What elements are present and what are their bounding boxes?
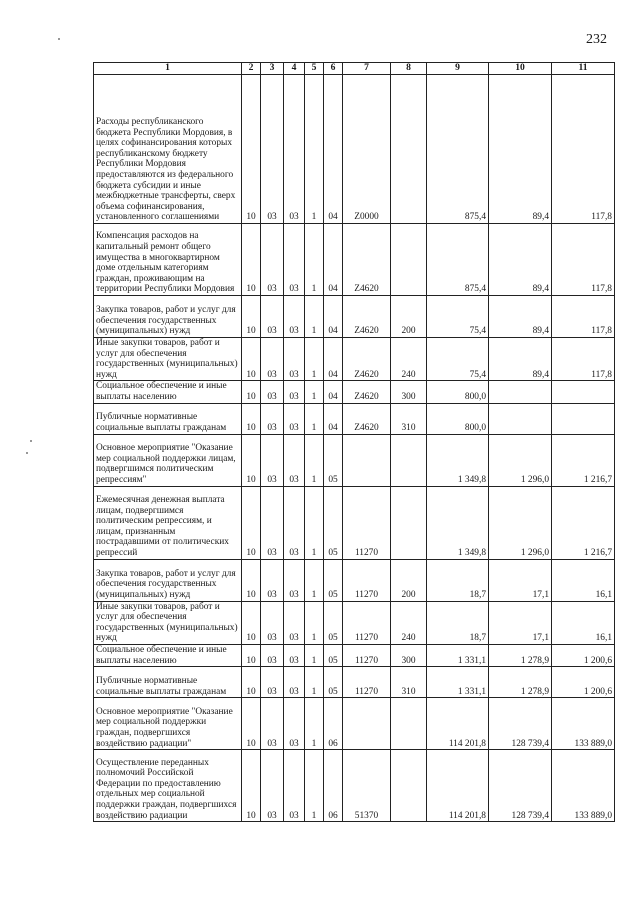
row-c6-cell: 05	[324, 644, 343, 666]
row-c10-cell: 1 278,9	[489, 667, 552, 698]
row-c6-cell: 06	[324, 750, 343, 822]
row-c4-cell: 03	[284, 75, 305, 224]
row-name-cell: Основное мероприятие "Оказание мер социальной поддержки граждан, подвергшихся воздействию радиации"	[94, 698, 242, 750]
table-row	[94, 644, 615, 666]
column-header: 2	[242, 63, 261, 75]
table-row	[94, 338, 615, 381]
row-c3-cell: 03	[261, 486, 284, 559]
row-c3-cell: 03	[261, 434, 284, 486]
row-c4-cell: 03	[284, 644, 305, 666]
table-row	[94, 486, 615, 559]
row-c7-cell: 11270	[343, 486, 391, 559]
row-c2-cell: 10	[242, 667, 261, 698]
row-c11-cell: 117,8	[552, 75, 615, 224]
row-c10-cell	[489, 381, 552, 403]
row-c8-cell: 240	[391, 601, 427, 644]
row-c5-cell: 1	[305, 296, 324, 338]
table-row	[94, 224, 615, 296]
row-c4-cell: 03	[284, 434, 305, 486]
row-c3-cell: 03	[261, 698, 284, 750]
row-name-cell: Публичные нормативные социальные выплаты гражданам	[94, 667, 242, 698]
row-c7-cell: Z4620	[343, 381, 391, 403]
row-c2-cell: 10	[242, 644, 261, 666]
row-c9-cell: 75,4	[427, 338, 489, 381]
row-c5-cell: 1	[305, 750, 324, 822]
row-name-cell: Иные закупки товаров, работ и услуг для обеспечения государственных (муниципальных) нужд	[94, 338, 242, 381]
table-row	[94, 750, 615, 822]
table-row	[94, 381, 615, 403]
row-c10-cell: 17,1	[489, 559, 552, 601]
scan-speck	[30, 440, 32, 442]
row-c3-cell: 03	[261, 403, 284, 434]
row-c10-cell: 1 278,9	[489, 644, 552, 666]
row-c9-cell: 1 331,1	[427, 667, 489, 698]
row-c3-cell: 03	[261, 75, 284, 224]
column-header: 7	[343, 63, 391, 75]
row-c3-cell: 03	[261, 559, 284, 601]
row-name-cell: Социальное обеспечение и иные выплаты населению	[94, 381, 242, 403]
row-c9-cell: 1 349,8	[427, 486, 489, 559]
column-header: 5	[305, 63, 324, 75]
row-c10-cell: 1 296,0	[489, 434, 552, 486]
row-c7-cell: Z4620	[343, 338, 391, 381]
row-c7-cell: 11270	[343, 601, 391, 644]
row-c7-cell: 11270	[343, 559, 391, 601]
row-c6-cell: 06	[324, 698, 343, 750]
column-header: 1	[94, 63, 242, 75]
row-c9-cell: 800,0	[427, 403, 489, 434]
row-c2-cell: 10	[242, 601, 261, 644]
row-c6-cell: 04	[324, 403, 343, 434]
row-c4-cell: 03	[284, 667, 305, 698]
row-c9-cell: 75,4	[427, 296, 489, 338]
row-c5-cell: 1	[305, 75, 324, 224]
row-c5-cell: 1	[305, 486, 324, 559]
row-name-cell: Публичные нормативные социальные выплаты гражданам	[94, 403, 242, 434]
row-c8-cell	[391, 434, 427, 486]
row-c2-cell: 10	[242, 750, 261, 822]
row-c4-cell: 03	[284, 403, 305, 434]
row-c6-cell: 04	[324, 224, 343, 296]
row-c10-cell: 89,4	[489, 338, 552, 381]
row-c9-cell: 875,4	[427, 224, 489, 296]
column-header: 11	[552, 63, 615, 75]
column-header: 8	[391, 63, 427, 75]
row-c8-cell: 200	[391, 559, 427, 601]
row-c11-cell	[552, 403, 615, 434]
row-c11-cell: 1 216,7	[552, 434, 615, 486]
row-c6-cell: 05	[324, 434, 343, 486]
row-c7-cell: Z4620	[343, 224, 391, 296]
row-c8-cell: 310	[391, 403, 427, 434]
row-c2-cell: 10	[242, 434, 261, 486]
row-c5-cell: 1	[305, 403, 324, 434]
row-c2-cell: 10	[242, 559, 261, 601]
row-c11-cell: 16,1	[552, 559, 615, 601]
row-c11-cell: 16,1	[552, 601, 615, 644]
row-c3-cell: 03	[261, 296, 284, 338]
row-c8-cell	[391, 224, 427, 296]
row-c2-cell: 10	[242, 75, 261, 224]
row-c11-cell: 117,8	[552, 224, 615, 296]
table-header-row	[94, 63, 615, 75]
row-c2-cell: 10	[242, 338, 261, 381]
row-c5-cell: 1	[305, 434, 324, 486]
row-name-cell: Иные закупки товаров, работ и услуг для обеспечения государственных (муниципальных) нужд	[94, 601, 242, 644]
row-c3-cell: 03	[261, 601, 284, 644]
row-c9-cell: 114 201,8	[427, 698, 489, 750]
row-c6-cell: 04	[324, 338, 343, 381]
row-c9-cell: 800,0	[427, 381, 489, 403]
scan-speck	[58, 38, 60, 40]
budget-table	[93, 62, 615, 822]
row-c5-cell: 1	[305, 667, 324, 698]
column-header: 10	[489, 63, 552, 75]
row-c5-cell: 1	[305, 601, 324, 644]
row-c11-cell: 133 889,0	[552, 698, 615, 750]
row-c11-cell	[552, 381, 615, 403]
scan-speck	[26, 452, 28, 454]
row-c2-cell: 10	[242, 296, 261, 338]
table-row	[94, 296, 615, 338]
row-c4-cell: 03	[284, 296, 305, 338]
row-c2-cell: 10	[242, 381, 261, 403]
row-c10-cell: 89,4	[489, 296, 552, 338]
row-c8-cell: 200	[391, 296, 427, 338]
row-c6-cell: 05	[324, 667, 343, 698]
table-row	[94, 75, 615, 224]
table-row	[94, 667, 615, 698]
table-row	[94, 601, 615, 644]
row-c3-cell: 03	[261, 381, 284, 403]
row-c10-cell: 128 739,4	[489, 698, 552, 750]
column-header: 3	[261, 63, 284, 75]
row-name-cell: Социальное обеспечение и иные выплаты населению	[94, 644, 242, 666]
row-c10-cell: 1 296,0	[489, 486, 552, 559]
row-c6-cell: 05	[324, 601, 343, 644]
row-c5-cell: 1	[305, 338, 324, 381]
row-c7-cell: Z4620	[343, 403, 391, 434]
row-c11-cell: 133 889,0	[552, 750, 615, 822]
row-c4-cell: 03	[284, 381, 305, 403]
row-c5-cell: 1	[305, 224, 324, 296]
row-c7-cell	[343, 698, 391, 750]
row-c5-cell: 1	[305, 698, 324, 750]
row-name-cell: Основное мероприятие "Оказание мер социальной поддержки лицам, подвергшимся политическим репрессиям"	[94, 434, 242, 486]
row-c7-cell: 11270	[343, 667, 391, 698]
row-c4-cell: 03	[284, 224, 305, 296]
row-c7-cell: 11270	[343, 644, 391, 666]
row-c3-cell: 03	[261, 667, 284, 698]
row-c7-cell: Z4620	[343, 296, 391, 338]
row-c4-cell: 03	[284, 698, 305, 750]
row-c8-cell: 240	[391, 338, 427, 381]
row-c10-cell: 89,4	[489, 224, 552, 296]
row-name-cell: Ежемесячная денежная выплата лицам, подвергшимся политическим репрессиям, и лицам, признанным пострадавшими от политических репрессий	[94, 486, 242, 559]
row-c10-cell: 128 739,4	[489, 750, 552, 822]
column-header: 9	[427, 63, 489, 75]
row-c3-cell: 03	[261, 750, 284, 822]
row-name-cell: Закупка товаров, работ и услуг для обеспечения государственных (муниципальных) нужд	[94, 559, 242, 601]
row-c8-cell	[391, 75, 427, 224]
row-c5-cell: 1	[305, 644, 324, 666]
row-name-cell: Расходы республиканского бюджета Республики Мордовия, в целях софинансирования которых республиканскому бюджету Республики Мордовия предоставляются из федерального бюджета субсидии и иные межбюджетные трансферты, сверх объема софинансирования, установленного соглашениями	[94, 75, 242, 224]
row-c2-cell: 10	[242, 224, 261, 296]
row-c3-cell: 03	[261, 338, 284, 381]
row-c3-cell: 03	[261, 224, 284, 296]
row-c7-cell: 51370	[343, 750, 391, 822]
row-c3-cell: 03	[261, 644, 284, 666]
row-c10-cell	[489, 403, 552, 434]
row-c6-cell: 05	[324, 486, 343, 559]
row-c8-cell: 300	[391, 644, 427, 666]
row-c8-cell	[391, 486, 427, 559]
row-c6-cell: 04	[324, 75, 343, 224]
row-c11-cell: 1 200,6	[552, 644, 615, 666]
row-c4-cell: 03	[284, 750, 305, 822]
column-header: 6	[324, 63, 343, 75]
row-c4-cell: 03	[284, 559, 305, 601]
row-c11-cell: 1 200,6	[552, 667, 615, 698]
row-c7-cell	[343, 434, 391, 486]
row-c9-cell: 18,7	[427, 601, 489, 644]
row-c8-cell	[391, 698, 427, 750]
row-c6-cell: 04	[324, 296, 343, 338]
row-c9-cell: 18,7	[427, 559, 489, 601]
row-c9-cell: 875,4	[427, 75, 489, 224]
row-name-cell: Компенсация расходов на капитальный ремонт общего имущества в многоквартирном доме отдельным категориям граждан, проживающим на территории Республики Мордовия	[94, 224, 242, 296]
row-c11-cell: 1 216,7	[552, 486, 615, 559]
row-c10-cell: 89,4	[489, 75, 552, 224]
row-c11-cell: 117,8	[552, 338, 615, 381]
row-c4-cell: 03	[284, 601, 305, 644]
row-c8-cell	[391, 750, 427, 822]
table-row	[94, 698, 615, 750]
row-c5-cell: 1	[305, 559, 324, 601]
row-c9-cell: 114 201,8	[427, 750, 489, 822]
row-name-cell: Закупка товаров, работ и услуг для обеспечения государственных (муниципальных) нужд	[94, 296, 242, 338]
row-c8-cell: 300	[391, 381, 427, 403]
column-header: 4	[284, 63, 305, 75]
row-c6-cell: 04	[324, 381, 343, 403]
row-c6-cell: 05	[324, 559, 343, 601]
table-row	[94, 559, 615, 601]
table-row	[94, 434, 615, 486]
row-c9-cell: 1 331,1	[427, 644, 489, 666]
row-c10-cell: 17,1	[489, 601, 552, 644]
row-c2-cell: 10	[242, 403, 261, 434]
row-c4-cell: 03	[284, 338, 305, 381]
row-c9-cell: 1 349,8	[427, 434, 489, 486]
row-c4-cell: 03	[284, 486, 305, 559]
row-c11-cell: 117,8	[552, 296, 615, 338]
row-name-cell: Осуществление переданных полномочий Российской Федерации по предоставлению отдельных мер социальной поддержки граждан, подвергшихся воздействию радиации	[94, 750, 242, 822]
page-number: 232	[586, 32, 607, 47]
row-c2-cell: 10	[242, 698, 261, 750]
row-c2-cell: 10	[242, 486, 261, 559]
row-c8-cell: 310	[391, 667, 427, 698]
table-row	[94, 403, 615, 434]
row-c5-cell: 1	[305, 381, 324, 403]
row-c7-cell: Z0000	[343, 75, 391, 224]
